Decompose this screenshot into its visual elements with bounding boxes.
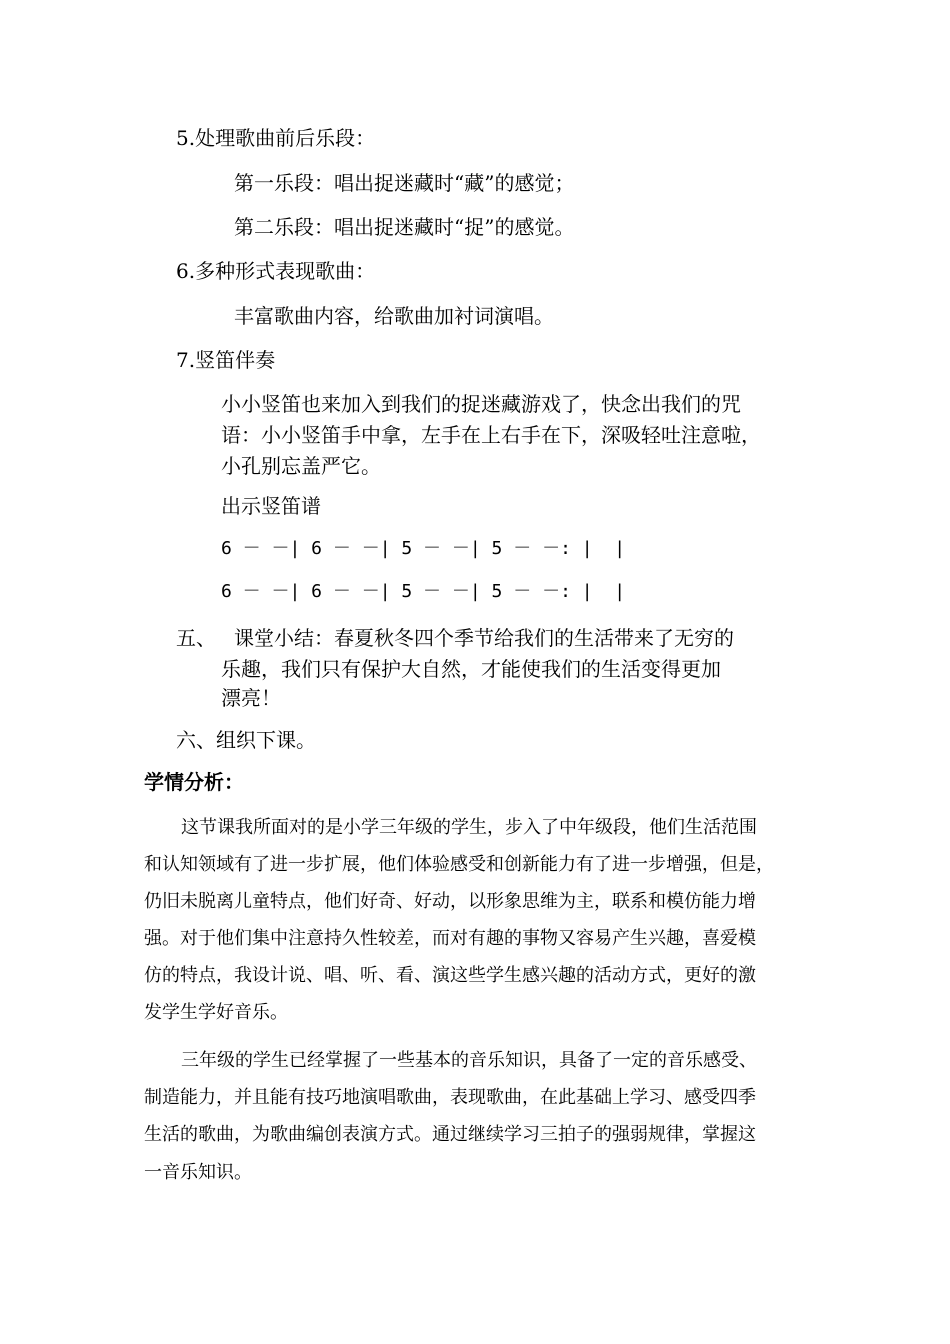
section-5-title: 5.处理歌曲前后乐段： [176, 126, 376, 150]
analysis-para-1-line-5: 仿的特点，我设计说、唱、听、看、演这些学生感兴趣的活动方式，更好的激 [144, 965, 756, 986]
analysis-para-1-line-2: 和认知领域有了进一步扩展，他们体验感受和创新能力有了进一步增强，但是， [144, 854, 774, 875]
summary-line-2: 乐趣，我们只有保护大自然，才能使我们的生活变得更加 [221, 657, 721, 681]
analysis-para-2-line-1: 三年级的学生已经掌握了一些基本的音乐知识，具备了一定的音乐感受、 [181, 1050, 757, 1071]
analysis-para-2-line-3: 生活的歌曲，为歌曲编创表演方式。通过继续学习三拍子的强弱规律，掌握这 [144, 1124, 756, 1145]
section-six-title: 六、组织下课。 [176, 728, 316, 752]
analysis-para-1-line-6: 发学生学好音乐。 [144, 1002, 288, 1023]
summary-line-3: 漂亮！ [221, 686, 281, 710]
analysis-para-2-line-4: 一音乐知识。 [144, 1162, 252, 1183]
section-5-line-2: 第二乐段：唱出捉迷藏时“捉”的感觉。 [234, 215, 575, 239]
section-7-paragraph-line-3: 小孔别忘盖严它。 [221, 454, 381, 478]
analysis-para-1-line-1: 这节课我所面对的是小学三年级的学生，步入了中年级段，他们生活范围 [181, 817, 757, 838]
section-6-line-1: 丰富歌曲内容，给歌曲加衬词演唱。 [234, 304, 554, 328]
section-6-title: 6.多种形式表现歌曲： [176, 259, 376, 283]
analysis-para-1-line-3: 仍旧未脱离儿童特点，他们好奇、好动，以形象思维为主，联系和模仿能力增 [144, 891, 756, 912]
section-5-line-1: 第一乐段：唱出捉迷藏时“藏”的感觉； [234, 171, 575, 195]
section-7-paragraph-line-1: 小小竖笛也来加入到我们的捉迷藏游戏了，快念出我们的咒 [221, 392, 741, 416]
section-7-paragraph-line-2: 语：小小竖笛手中拿，左手在上右手在下，深吸轻吐注意啦， [221, 423, 761, 447]
recorder-score-line-2: 6 － －| 6 － －| 5 － －| 5 － －: | | [221, 581, 626, 602]
analysis-heading: 学情分析： [144, 770, 244, 794]
analysis-para-2-line-2: 制造能力，并且能有技巧地演唱歌曲，表现歌曲，在此基础上学习、感受四季 [144, 1087, 756, 1108]
summary-line-1: 课堂小结：春夏秋冬四个季节给我们的生活带来了无穷的 [234, 626, 734, 650]
section-7-title: 7.竖笛伴奏 [176, 348, 276, 372]
score-title: 出示竖笛谱 [221, 494, 321, 518]
section-five-marker: 五、 [176, 626, 216, 650]
recorder-score-line-1: 6 － －| 6 － －| 5 － －| 5 － －: | | [221, 538, 626, 559]
analysis-para-1-line-4: 强。对于他们集中注意持久性较差，而对有趣的事物又容易产生兴趣，喜爱模 [144, 928, 756, 949]
